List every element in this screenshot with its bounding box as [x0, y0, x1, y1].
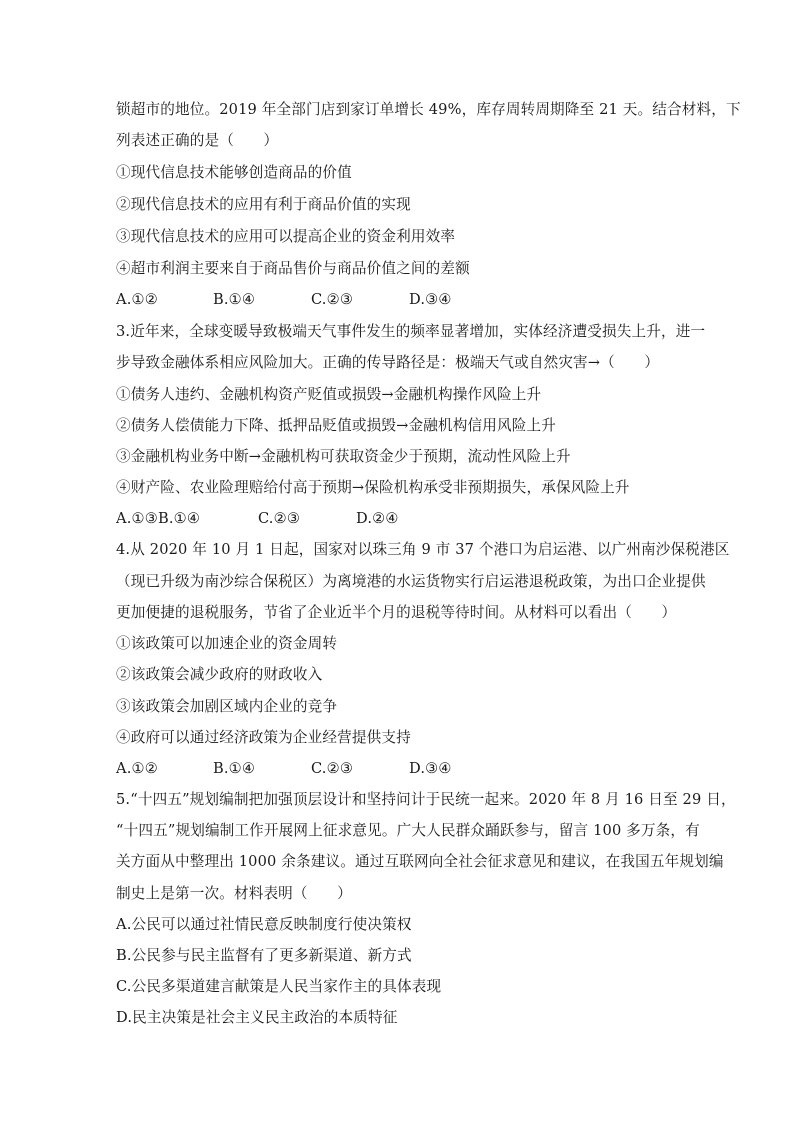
- q5-choice-a: A.公民可以通过社情民意反映制度行使决策权: [116, 916, 412, 933]
- q2-option-c: C.②③: [311, 291, 354, 308]
- q3-item-2: ②债务人偿债能力下降、抵押品贬值或损毁→金融机构信用风险上升: [116, 417, 556, 434]
- q4-stem-line-1: 4.从 2020 年 10 月 1 日起，国家对以珠三角 9 市 37 个港口为启运港、以广州南沙保税港区: [116, 541, 730, 558]
- q5-stem-line-4: 制史上是第一次。材料表明（ ）: [116, 885, 352, 902]
- q4-item-1: ①该政策可以加速企业的资金周转: [116, 635, 338, 652]
- q2-option-a: A.①②: [116, 291, 158, 308]
- q2-item-3: ③现代信息技术的应用可以提高企业的资金利用效率: [116, 228, 456, 245]
- q3-options: [116, 509, 399, 529]
- q3-item-3: ③金融机构业务中断→金融机构可获取资金少于预期，流动性风险上升: [116, 448, 571, 465]
- q3-stem-line-1: 3.近年来，全球变暖导致极端天气事件发生的频率显著增加，实体经济遭受损失上升，进一: [116, 323, 706, 340]
- q4-item-4: ④政府可以通过经济政策为企业经营提供支持: [116, 729, 411, 746]
- q3-item-1: ①债务人违约、金融机构资产贬值或损毁→金融机构操作风险上升: [116, 386, 542, 403]
- q3-stem-line-2: 步导致金融体系相应风险加大。正确的传导路径是：极端天气或自然灾害→（ ）: [116, 354, 660, 371]
- q2-options: [116, 290, 452, 310]
- q2-option-b: B.①④: [213, 291, 256, 308]
- q2-item-1: ①现代信息技术能够创造商品的价值: [116, 164, 352, 181]
- q4-option-b: B.①④: [213, 760, 256, 777]
- q3-option-ab: A.①③B.①④: [116, 510, 201, 527]
- q4-option-c: C.②③: [311, 760, 354, 777]
- q4-option-d: D.③④: [409, 760, 452, 777]
- q3-item-4: ④财产险、农业险理赔给付高于预期→保险机构承受非预期损失，承保风险上升: [116, 479, 630, 496]
- q5-stem-line-1: 5.“十四五”规划编制把加强顶层设计和坚持问计于民统一起来。2020 年 8 月 16 日至 29 日，: [116, 791, 736, 808]
- q4-stem-line-3: 更加便捷的退税服务，节省了企业近半个月的退税等待时间。从材料可以看出（ ）: [116, 604, 677, 621]
- q5-choice-b: B.公民参与民主监督有了更多新渠道、新方式: [116, 947, 412, 964]
- q5-stem-line-2: “十四五”规划编制工作开展网上征求意见。广大人民群众踊跃参与，留言 100 多万条，有: [116, 822, 700, 839]
- q2-stem-line-1: 锁超市的地位。2019 年全部门店到家订单增长 49%，库存周转周期降至 21 天。结合材料，下: [116, 101, 741, 118]
- q2-option-d: D.③④: [409, 291, 452, 308]
- q2-item-2: ②现代信息技术的应用有利于商品价值的实现: [116, 196, 411, 213]
- q5-choice-d: D.民主决策是社会主义民主政治的本质特征: [116, 1009, 398, 1026]
- q5-stem-line-3: 关方面从中整理出 1000 余条建议。通过互联网向全社会征求意见和建议，在我国五年规划编: [116, 853, 724, 870]
- q4-item-2: ②该政策会减少政府的财政收入: [116, 666, 323, 683]
- q3-option-d: D.②④: [356, 510, 399, 527]
- q4-item-3: ③该政策会加剧区域内企业的竞争: [116, 698, 338, 715]
- q2-item-4: ④超市利润主要来自于商品售价与商品价值之间的差额: [116, 260, 470, 277]
- q2-stem-line-2: 列表述正确的是（ ）: [116, 132, 279, 149]
- q4-option-a: A.①②: [116, 760, 158, 777]
- q3-option-c: C.②③: [258, 510, 301, 527]
- q4-stem-line-2: （现已升级为南沙综合保税区）为离境港的水运货物实行启运港退税政策，为出口企业提供: [116, 573, 706, 590]
- q5-choice-c: C.公民多渠道建言献策是人民当家作主的具体表现: [116, 978, 442, 995]
- q4-options: [116, 759, 452, 779]
